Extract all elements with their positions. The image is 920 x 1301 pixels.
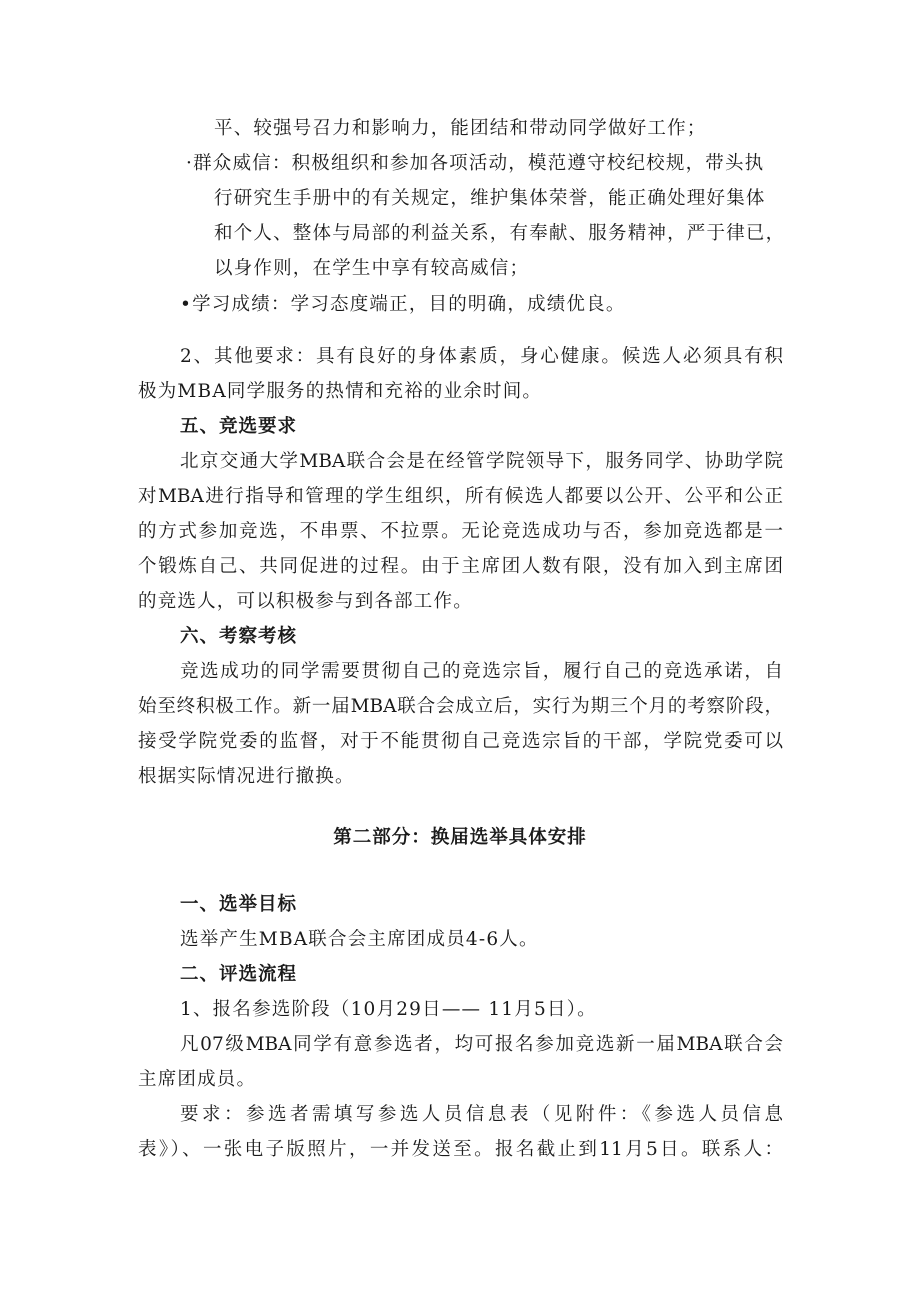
academic-bullet: •学习成绩：学习态度端正，目的明确，成绩优良。 [180,294,626,315]
prestige-bullet-line-2: 行研究生手册中的有关规定，维护集体荣誉，能正确处理好集体 [214,188,766,209]
election-goal-text: 选举产生MBA联合会主席团成员4-6人。 [180,929,539,950]
prestige-bullet-line-1: ·群众威信：积极组织和参加各项活动，模范遵守校纪校规，带头执 [186,153,765,174]
section-5-line-1: 北京交通大学MBA联合会是在经管学院领导下，服务同学、协助学院 [180,451,783,472]
section-6-line-1: 竞选成功的同学需要贯彻自己的竞选宗旨，履行自己的竞选承诺，自 [180,661,783,682]
section-6-line-3: 接受学院党委的监督，对于不能贯彻自己竞选宗旨的干部，学院党委可以 [138,731,783,752]
leadership-continuation: 平、较强号召力和影响力，能团结和带动同学做好工作； [214,118,707,139]
requirements-line-2: 表》）、一张电子版照片，一并发送至。报名截止到11月5日。联系人： [138,1139,783,1160]
section-5-line-5: 的竞选人，可以积极参与到各部工作。 [138,591,473,612]
other-requirements-line-2: 极为MBA同学服务的热情和充裕的业余时间。 [138,381,543,402]
section-6-heading: 六、考察考核 [180,626,298,647]
section-5-heading: 五、竞选要求 [180,416,298,437]
section-6-line-4: 根据实际情况进行撤换。 [138,766,355,787]
section-6-line-2: 始至终积极工作。新一届MBA联合会成立后，实行为期三个月的考察阶段， [138,696,783,717]
section-5-line-3: 的方式参加竞选，不串票、不拉票。无论竞选成功与否，参加竞选都是一 [138,521,783,542]
section-5-line-4: 个锻炼自己、共同促进的过程。由于主席团人数有限，没有加入到主席团 [138,556,783,577]
section-5-line-2: 对MBA进行指导和管理的学生组织，所有候选人都要以公开、公平和公正 [138,486,783,507]
stage-1-title: 1、报名参选阶段（10月29日—— 11月5日）。 [180,999,597,1020]
election-goal-heading: 一、选举目标 [180,894,298,915]
prestige-bullet-line-3: 和个人、整体与局部的利益关系，有奉献、服务精神，严于律已， [214,223,786,244]
prestige-bullet-line-4: 以身作则，在学生中享有较高威信； [214,258,530,279]
part-2-title: 第二部分：换届选举具体安排 [333,827,587,848]
process-heading: 二、评选流程 [180,964,298,985]
other-requirements-line-1: 2、其他要求：具有良好的身体素质，身心健康。候选人必须具有积 [180,346,783,367]
requirements-line-1: 要求：参选者需填写参选人员信息表（见附件：《参选人员信息 [180,1104,783,1125]
stage-1-text-line-1: 凡07级MBA同学有意参选者，均可报名参加竞选新一届MBA联合会 [180,1034,783,1055]
stage-1-text-line-2: 主席团成员。 [138,1069,257,1090]
